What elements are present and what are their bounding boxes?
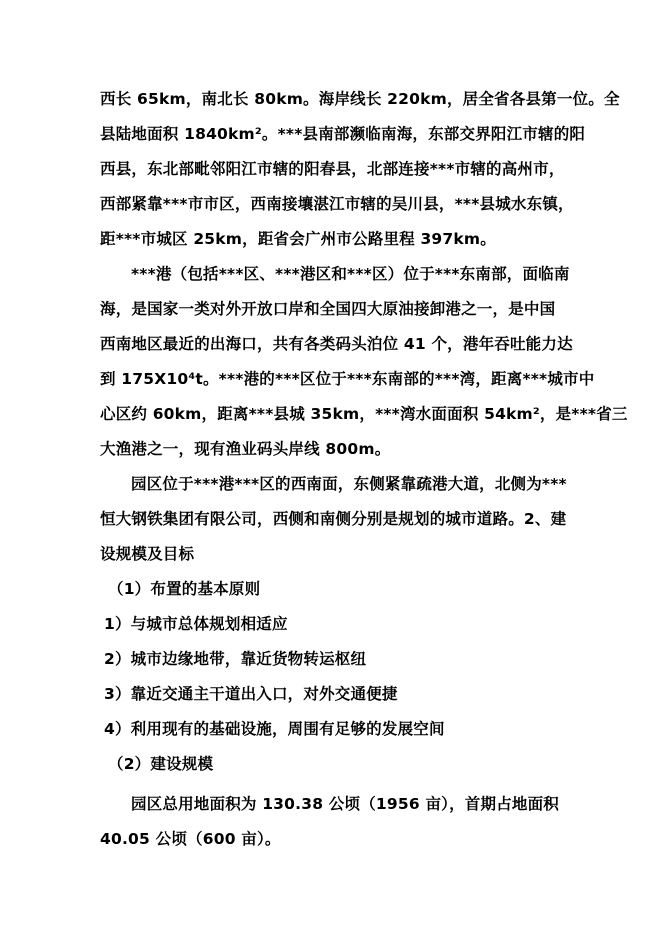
- list-item: 4）利用现有的基础设施，周围有足够的发展空间: [104, 720, 445, 738]
- section-heading: （2）建设规模: [108, 755, 214, 773]
- text-line: 园区总用地面积为 130.38 公顷（1956 亩），首期占地面积: [131, 795, 559, 813]
- text-line: 40.05 公顷（600 亩）。: [100, 830, 281, 848]
- text-line: 到 175X10⁴t。***港的***区位于***东南部的***湾，距离***城市中: [100, 370, 595, 388]
- section-heading: （1）布置的基本原则: [108, 580, 261, 598]
- list-item: 2）城市边缘地带，靠近货物转运枢纽: [104, 650, 367, 668]
- text-line: 县陆地面积 1840km²。***县南部濒临南海，东部交界阳江市辖的阳: [100, 125, 586, 143]
- text-line: 设规模及目标: [100, 545, 195, 563]
- list-item: 1）与城市总体规划相适应: [104, 615, 288, 633]
- text-line: 西南地区最近的出海口，共有各类码头泊位 41 个，港年吞吐能力达: [100, 335, 573, 353]
- text-line: 大渔港之一，现有渔业码头岸线 800m。: [100, 440, 391, 458]
- text-line: 园区位于***港***区的西南面，东侧紧靠疏港大道，北侧为***: [131, 475, 567, 493]
- text-line: 恒大钢铁集团有限公司，西侧和南侧分别是规划的城市道路。2、建: [100, 510, 567, 528]
- list-item: 3）靠近交通主干道出入口，对外交通便捷: [104, 685, 398, 703]
- text-line: 心区约 60km，距离***县城 35km，***湾水面面积 54km²，是***省三: [100, 405, 628, 423]
- text-line: 西县，东北部毗邻阳江市辖的阳春县，北部连接***市辖的高州市，: [100, 160, 565, 178]
- text-line: 海，是国家一类对外开放口岸和全国四大原油接卸港之一，是中国: [100, 300, 556, 318]
- text-line: ***港（包括***区、***港区和***区）位于***东南部，面临南: [131, 265, 570, 283]
- text-line: 西长 65km，南北长 80km。海岸线长 220km，居全省各县第一位。全: [100, 90, 620, 108]
- text-line: 距***市城区 25km，距省会广州市公路里程 397km。: [100, 230, 496, 248]
- text-line: 西部紧靠***市市区，西南接壤湛江市辖的吴川县，***县城水东镇，: [100, 195, 574, 213]
